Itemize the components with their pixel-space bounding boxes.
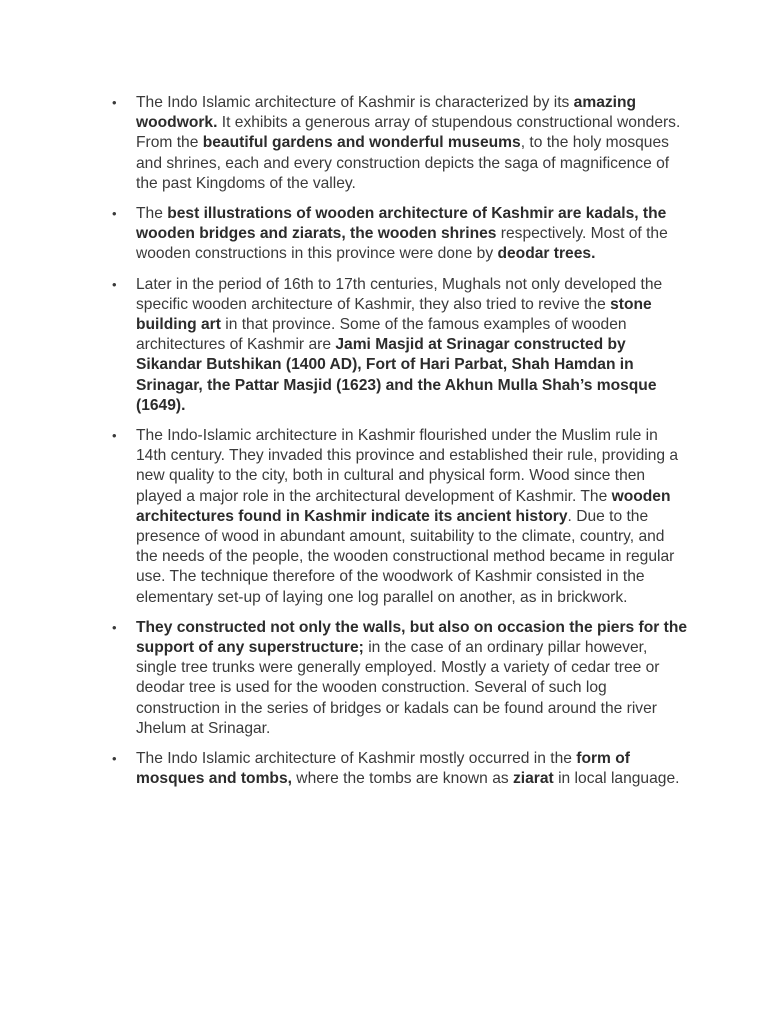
text-run: It exhibits a generous array of stupendous constructional wonders. From the bbox=[136, 114, 681, 152]
bullet-paragraph bbox=[110, 618, 690, 739]
bullet-paragraph bbox=[110, 204, 690, 265]
bold-text-run: best illustrations of wooden architecture of Kashmir are kadals, the wooden bridges and ziarats, the wooden shrines bbox=[136, 205, 667, 243]
text-run: The Indo Islamic architecture of Kashmir mostly occurred in the bbox=[136, 750, 577, 768]
text-run: where the tombs are known as bbox=[291, 770, 513, 788]
bold-text-run: They constructed not only the walls, but also on occasion the piers for the support of any superstructure; bbox=[136, 618, 688, 657]
text-run: in the case of an ordinary pillar however, single tree trunks were generally employed. Mostly a variety of cedar tree or deodar tree is used for the wooden construction. Several of such log construction in the series of bridges or kadals can be found around the river Jhelum at Srinagar. bbox=[136, 639, 660, 737]
paragraph-text bbox=[136, 276, 662, 414]
bullet-icon: • bbox=[112, 276, 117, 292]
bullet-paragraph bbox=[110, 93, 690, 194]
bullet-list bbox=[110, 93, 690, 800]
text-run: The bbox=[136, 205, 168, 223]
bold-text-run: ziarat bbox=[513, 770, 554, 788]
bullet-icon: • bbox=[112, 206, 117, 222]
bold-text-run: stone building art bbox=[136, 295, 652, 334]
bold-text-run: wooden architectures found in Kashmir indicate its ancient history bbox=[136, 487, 671, 525]
text-run: Later in the period of 16th to 17th centuries, Mughals not only developed the specific wooden architecture of Kashmir, they also tried to revive the bbox=[136, 275, 663, 313]
bullet-icon: • bbox=[112, 428, 117, 444]
bullet-paragraph bbox=[110, 275, 690, 416]
paragraph-text bbox=[136, 94, 680, 192]
bullet-icon: • bbox=[112, 751, 117, 767]
bullet-icon: • bbox=[112, 95, 117, 110]
text-run: The Indo Islamic architecture of Kashmir is characterized by its bbox=[136, 94, 574, 111]
bold-text-run: Jami Masjid at Srinagar constructed by Sikandar Butshikan (1400 AD), Fort of Hari Parbat, Shah Hamdan in Srinagar, the Pattar Masjid (1623) and the Akhun Mulla Shah’s mosque (1649). bbox=[136, 336, 657, 414]
text-run: , to the holy mosques and shrines, each and every construction depicts the saga of magnificence of the past Kingdoms of the valley. bbox=[136, 134, 670, 192]
text-run: . Due to the presence of wood in abundant amount, suitability to the climate, country, and the needs of the people, the wooden constructional method became in regular use. The technique therefore of the woodwork of Kashmir consisted in the elementary set-up of laying one log parallel on another, as in brickwork. bbox=[136, 507, 675, 606]
bullet-paragraph bbox=[110, 426, 690, 608]
paragraph-text bbox=[136, 205, 668, 262]
text-run: The Indo-Islamic architecture in Kashmir flourished under the Muslim rule in 14th century. They invaded this province and established their rule, providing a new quality to the city, both in cultural and physical form. Wood since then played a major role in the architectural development of Kashmir. The bbox=[136, 427, 679, 505]
paragraph-text bbox=[136, 427, 678, 606]
bold-text-run: beautiful gardens and wonderful museums bbox=[202, 134, 521, 152]
bold-text-run: amazing woodwork. bbox=[136, 94, 637, 132]
bold-text-run: form of mosques and tombs, bbox=[136, 750, 630, 788]
text-run: respectively. Most of the wooden constructions in this province were done by bbox=[136, 225, 668, 263]
text-run: in local language. bbox=[553, 770, 680, 788]
paragraph-text bbox=[136, 619, 687, 737]
bold-text-run: deodar trees. bbox=[497, 245, 596, 263]
bullet-icon: • bbox=[112, 619, 117, 635]
paragraph-text bbox=[136, 750, 679, 787]
bullet-paragraph bbox=[110, 749, 690, 789]
text-run: in that province. Some of the famous examples of wooden architectures of Kashmir are bbox=[136, 316, 627, 354]
